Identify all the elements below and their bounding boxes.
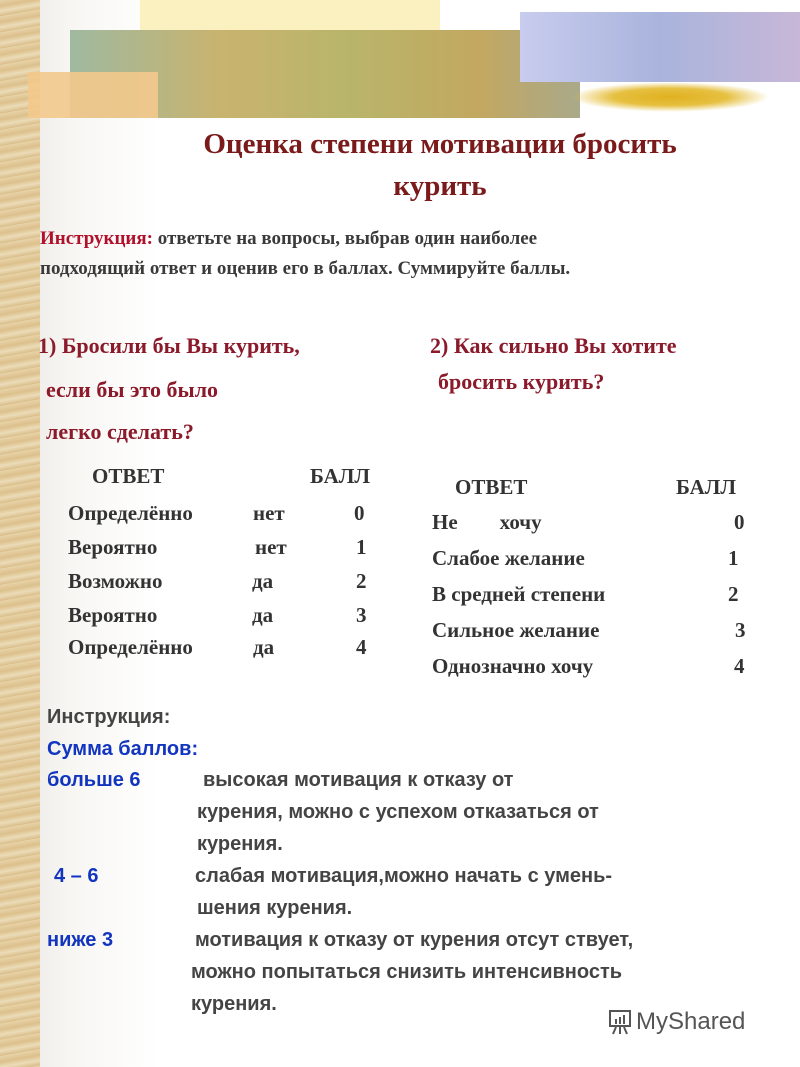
table-1-row-modifier: да <box>253 635 275 659</box>
table-2-row-answer: Не хочу <box>432 510 542 534</box>
title-line-1: Оценка степени мотивации бросить <box>203 128 677 160</box>
range-high-text: высокая мотивация к отказу от <box>203 769 514 791</box>
table-1-row-modifier: нет <box>255 535 287 559</box>
range-low: ниже 3 <box>47 929 114 951</box>
myshared-watermark <box>608 1008 745 1036</box>
table-1-row-modifier: да <box>252 603 274 627</box>
table-2-row-answer: В средней степени <box>432 582 606 606</box>
decorative-banner <box>0 0 800 118</box>
table-1-row-score: 2 <box>356 569 367 593</box>
table-1-row-answer: Определённо <box>68 635 193 659</box>
question-1-line-3: легко сделать? <box>46 419 194 444</box>
instruction-line-1 <box>40 228 537 250</box>
table-1-row-score: 4 <box>356 635 367 659</box>
range-high-text: курения. <box>197 833 283 855</box>
table-2-row-score: 3 <box>735 618 746 642</box>
table-2-header-score: БАЛЛ <box>676 475 737 499</box>
question-1-line-2: если бы это было <box>46 377 219 402</box>
results-label: Инструкция: <box>47 706 171 728</box>
table-1-row-modifier: нет <box>253 501 285 525</box>
range-low-text: курения. <box>191 993 277 1015</box>
instruction-text-2: подходящий ответ и оценив его в баллах. Суммируйте баллы. <box>40 258 571 279</box>
table-1-row-modifier: да <box>252 569 274 593</box>
table-1-header-score: БАЛЛ <box>310 464 371 488</box>
range-mid-text: шения курения. <box>197 897 353 919</box>
question-1-line-1: 1) Бросили бы Вы курить, <box>38 333 300 358</box>
table-2-row-answer: Однозначно хочу <box>432 654 594 678</box>
range-low-text: мотивация к отказу от курения отсут ствует, <box>195 929 634 951</box>
table-1-row-answer: Определённо <box>68 501 193 525</box>
title-line-2: курить <box>393 170 487 202</box>
table-1-row-score: 1 <box>356 535 367 559</box>
table-2-header-answer: ОТВЕТ <box>455 475 528 499</box>
table-2-row-score: 2 <box>728 582 739 606</box>
table-1-row-answer: Вероятно <box>68 535 158 559</box>
table-1-row-score: 3 <box>356 603 367 627</box>
table-2-row-score: 0 <box>734 510 745 534</box>
table-2-row-answer: Слабое желание <box>432 546 585 570</box>
table-2-row-score: 4 <box>734 654 745 678</box>
range-high-text: курения, можно с успехом отказаться от <box>197 801 599 823</box>
table-1-row-answer: Вероятно <box>68 603 158 627</box>
table-1-header-answer: ОТВЕТ <box>92 464 165 488</box>
range-mid: 4 – 6 <box>54 865 99 887</box>
table-2-row-score: 1 <box>728 546 739 570</box>
question-2-line-1: 2) Как сильно Вы хотите <box>430 333 677 358</box>
range-high: больше 6 <box>47 769 141 791</box>
table-1-row-score: 0 <box>354 501 365 525</box>
range-mid-text: слабая мотивация,можно начать с умень- <box>195 865 613 887</box>
instruction-label: Инструкция: <box>40 228 153 249</box>
table-1-row-answer: Возможно <box>68 569 163 593</box>
range-low-text: можно попытаться снизить интенсивность <box>191 961 623 983</box>
table-2-row-answer: Сильное желание <box>432 618 600 642</box>
sum-label: Сумма баллов: <box>47 738 199 760</box>
presentation-board-icon <box>608 1009 632 1035</box>
question-2-line-2: бросить курить? <box>438 369 605 394</box>
watermark-text: MyShared <box>636 1008 746 1035</box>
instruction-text-1: ответьте на вопросы, выбрав один наиболее <box>153 228 538 249</box>
